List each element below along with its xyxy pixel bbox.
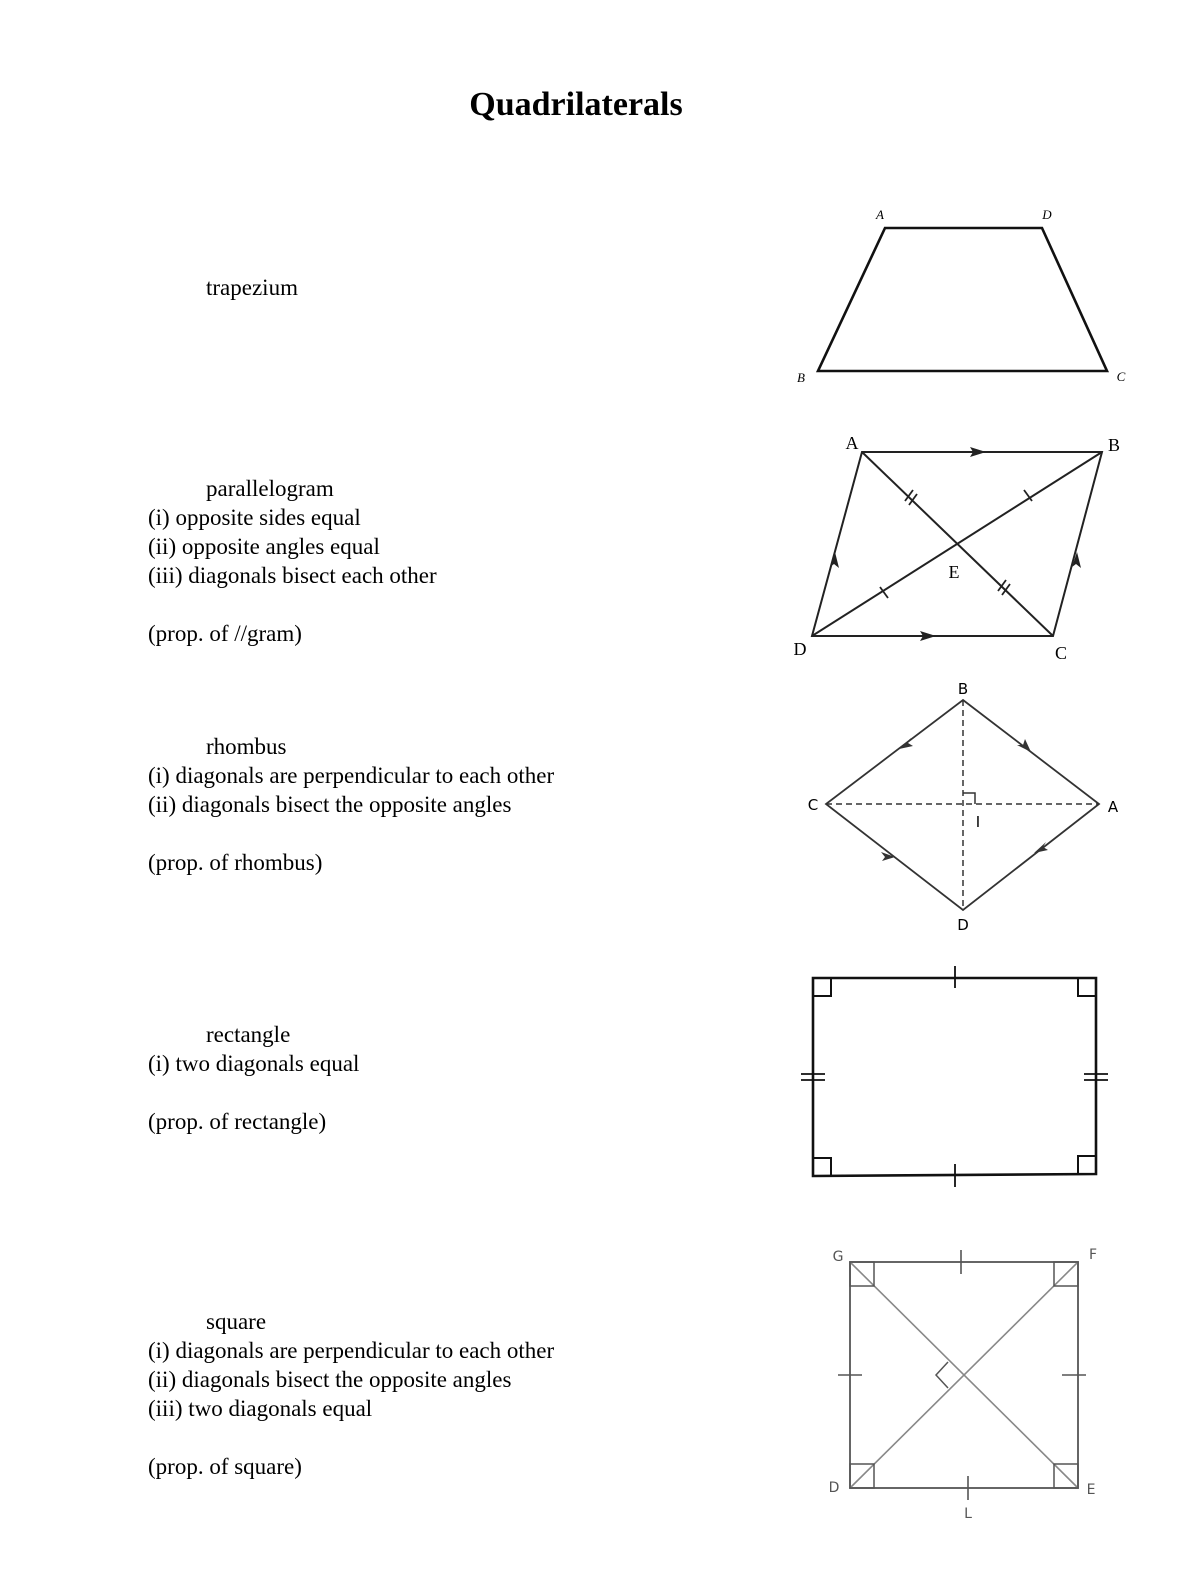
square-property-3: (iii) two diagonals equal [148, 1396, 373, 1421]
page-title: Quadrilaterals [469, 86, 683, 123]
square-label-f: F [1088, 1247, 1098, 1263]
trapezium-label-b: B [797, 370, 805, 385]
parallelogram-label-a: A [845, 433, 859, 453]
parallelogram-reference: (prop. of //gram) [148, 621, 302, 646]
square-label-e: E [1086, 1482, 1096, 1498]
shape-name-trapezium: trapezium [206, 275, 298, 300]
rhombus-property-2: (ii) diagonals bisect the opposite angles [148, 792, 512, 817]
shape-name-rectangle: rectangle [206, 1022, 291, 1047]
rhombus-property-1: (i) diagonals are perpendicular to each other [148, 763, 555, 788]
parallelogram-property-2: (ii) opposite angles equal [148, 534, 380, 559]
square-label-l: L [964, 1506, 972, 1522]
parallelogram-property-1: (i) opposite sides equal [148, 505, 361, 530]
square-property-1: (i) diagonals are perpendicular to each other [148, 1338, 555, 1363]
shape-name-rhombus: rhombus [206, 734, 287, 759]
rhombus-label-a: A [1107, 798, 1119, 816]
rectangle-reference: (prop. of rectangle) [148, 1109, 327, 1134]
parallelogram-label-b: B [1107, 435, 1121, 455]
rhombus-label-c: C [807, 796, 819, 814]
rhombus-label-d: D [957, 916, 969, 934]
parallelogram-label-c: C [1054, 643, 1068, 663]
parallelogram-label-e: E [948, 562, 960, 582]
parallelogram-property-3: (iii) diagonals bisect each other [148, 563, 437, 588]
square-property-2: (ii) diagonals bisect the opposite angles [148, 1367, 512, 1392]
trapezium-label-d: D [1042, 207, 1052, 222]
shape-name-square: square [206, 1309, 267, 1334]
rhombus-label-i: I [975, 813, 981, 831]
square-label-g: G [832, 1249, 844, 1265]
rhombus-label-b: B [957, 680, 969, 698]
shape-name-parallelogram: parallelogram [206, 476, 334, 501]
square-reference: (prop. of square) [148, 1454, 302, 1479]
trapezium-label-a: A [876, 207, 884, 222]
trapezium-label-c: C [1116, 369, 1126, 384]
rhombus-reference: (prop. of rhombus) [148, 850, 323, 875]
rectangle-property-1: (i) two diagonals equal [148, 1051, 360, 1076]
parallelogram-label-d: D [793, 639, 807, 659]
right-angle-mark [936, 1362, 948, 1388]
square-label-d: D [828, 1480, 840, 1496]
